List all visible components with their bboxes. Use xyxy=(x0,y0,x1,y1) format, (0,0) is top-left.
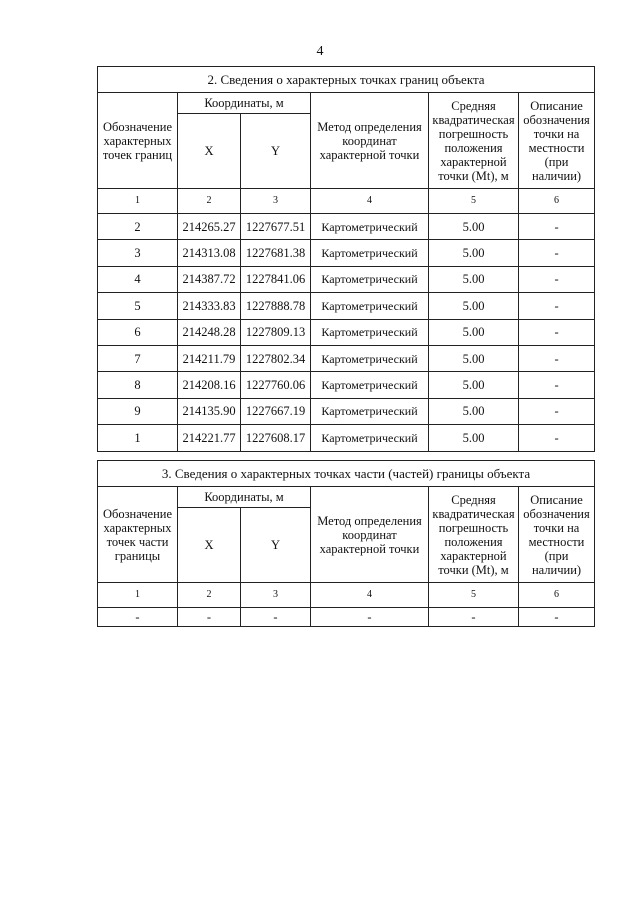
method-cell: Картометрический xyxy=(311,214,429,240)
table-row xyxy=(98,319,595,345)
point-cell: 7 xyxy=(98,345,178,371)
method-cell: Картометрический xyxy=(311,293,429,319)
header-coordinates: Координаты, м xyxy=(178,487,311,508)
header-method: Метод определения координат характерной точки xyxy=(311,93,429,189)
column-number: 1 xyxy=(98,583,178,608)
y-cell: - xyxy=(241,608,311,627)
description-cell: - xyxy=(519,345,595,371)
column-number: 2 xyxy=(178,189,241,214)
table-row xyxy=(98,293,595,319)
header-y: Y xyxy=(241,508,311,583)
header-description: Описание обозначения точки на местности (при наличии) xyxy=(519,487,595,583)
section-title: 2. Сведения о характерных точках границ объекта xyxy=(98,67,595,93)
part-boundary-points-table xyxy=(97,460,595,627)
y-cell: 1227608.17 xyxy=(241,425,311,451)
mt-cell: 5.00 xyxy=(429,319,519,345)
mt-cell: 5.00 xyxy=(429,266,519,292)
column-number: 5 xyxy=(429,583,519,608)
x-cell: 214333.83 xyxy=(178,293,241,319)
x-cell: 214211.79 xyxy=(178,345,241,371)
point-cell: 2 xyxy=(98,214,178,240)
column-number: 4 xyxy=(311,583,429,608)
description-cell: - xyxy=(519,398,595,424)
table-row xyxy=(98,240,595,266)
table-row xyxy=(98,398,595,424)
table-row xyxy=(98,214,595,240)
mt-cell: 5.00 xyxy=(429,293,519,319)
header-description: Описание обозначения точки на местности (при наличии) xyxy=(519,93,595,189)
x-cell: 214208.16 xyxy=(178,372,241,398)
header-error: Средняя квадратическая погрешность положения характерной точки (Mt), м xyxy=(429,487,519,583)
method-cell: Картометрический xyxy=(311,240,429,266)
column-number: 1 xyxy=(98,189,178,214)
header-error: Средняя квадратическая погрешность положения характерной точки (Mt), м xyxy=(429,93,519,189)
header-designation: Обозначение характерных точек части границы xyxy=(98,487,178,583)
x-cell: - xyxy=(178,608,241,627)
page-number: 4 xyxy=(316,44,324,59)
table-row xyxy=(98,372,595,398)
x-cell: 214313.08 xyxy=(178,240,241,266)
header-x: X xyxy=(178,508,241,583)
mt-cell: 5.00 xyxy=(429,398,519,424)
mt-cell: 5.00 xyxy=(429,345,519,371)
column-number: 3 xyxy=(241,583,311,608)
y-cell: 1227888.78 xyxy=(241,293,311,319)
point-cell: - xyxy=(98,608,178,627)
description-cell: - xyxy=(519,425,595,451)
y-cell: 1227760.06 xyxy=(241,372,311,398)
mt-cell: 5.00 xyxy=(429,372,519,398)
point-cell: 5 xyxy=(98,293,178,319)
header-y: Y xyxy=(241,114,311,189)
y-cell: 1227809.13 xyxy=(241,319,311,345)
method-cell: Картометрический xyxy=(311,372,429,398)
y-cell: 1227841.06 xyxy=(241,266,311,292)
table-row xyxy=(98,266,595,292)
description-cell: - xyxy=(519,372,595,398)
method-cell: Картометрический xyxy=(311,425,429,451)
header-designation: Обозначение характерных точек границ xyxy=(98,93,178,189)
column-number: 2 xyxy=(178,583,241,608)
y-cell: 1227667.19 xyxy=(241,398,311,424)
section-title: 3. Сведения о характерных точках части (частей) границы объекта xyxy=(98,461,595,487)
header-coordinates: Координаты, м xyxy=(178,93,311,114)
point-cell: 6 xyxy=(98,319,178,345)
point-cell: 1 xyxy=(98,425,178,451)
column-number: 6 xyxy=(519,583,595,608)
method-cell: Картометрический xyxy=(311,266,429,292)
point-cell: 9 xyxy=(98,398,178,424)
y-cell: 1227677.51 xyxy=(241,214,311,240)
table-row xyxy=(98,345,595,371)
description-cell: - xyxy=(519,266,595,292)
table-row xyxy=(98,608,595,627)
mt-cell: 5.00 xyxy=(429,214,519,240)
point-cell: 4 xyxy=(98,266,178,292)
column-numbers-row xyxy=(98,583,595,608)
y-cell: 1227681.38 xyxy=(241,240,311,266)
column-number: 4 xyxy=(311,189,429,214)
description-cell: - xyxy=(519,214,595,240)
x-cell: 214248.28 xyxy=(178,319,241,345)
point-cell: 8 xyxy=(98,372,178,398)
description-cell: - xyxy=(519,608,595,627)
column-number: 6 xyxy=(519,189,595,214)
table-row xyxy=(98,425,595,451)
x-cell: 214387.72 xyxy=(178,266,241,292)
header-method: Метод определения координат характерной точки xyxy=(311,487,429,583)
method-cell: Картометрический xyxy=(311,398,429,424)
description-cell: - xyxy=(519,319,595,345)
boundary-points-table xyxy=(97,66,595,452)
mt-cell: - xyxy=(429,608,519,627)
description-cell: - xyxy=(519,240,595,266)
x-cell: 214265.27 xyxy=(178,214,241,240)
x-cell: 214221.77 xyxy=(178,425,241,451)
column-number: 3 xyxy=(241,189,311,214)
point-cell: 3 xyxy=(98,240,178,266)
mt-cell: 5.00 xyxy=(429,240,519,266)
column-numbers-row xyxy=(98,189,595,214)
x-cell: 214135.90 xyxy=(178,398,241,424)
header-x: X xyxy=(178,114,241,189)
column-number: 5 xyxy=(429,189,519,214)
method-cell: Картометрический xyxy=(311,319,429,345)
y-cell: 1227802.34 xyxy=(241,345,311,371)
mt-cell: 5.00 xyxy=(429,425,519,451)
method-cell: - xyxy=(311,608,429,627)
method-cell: Картометрический xyxy=(311,345,429,371)
description-cell: - xyxy=(519,293,595,319)
